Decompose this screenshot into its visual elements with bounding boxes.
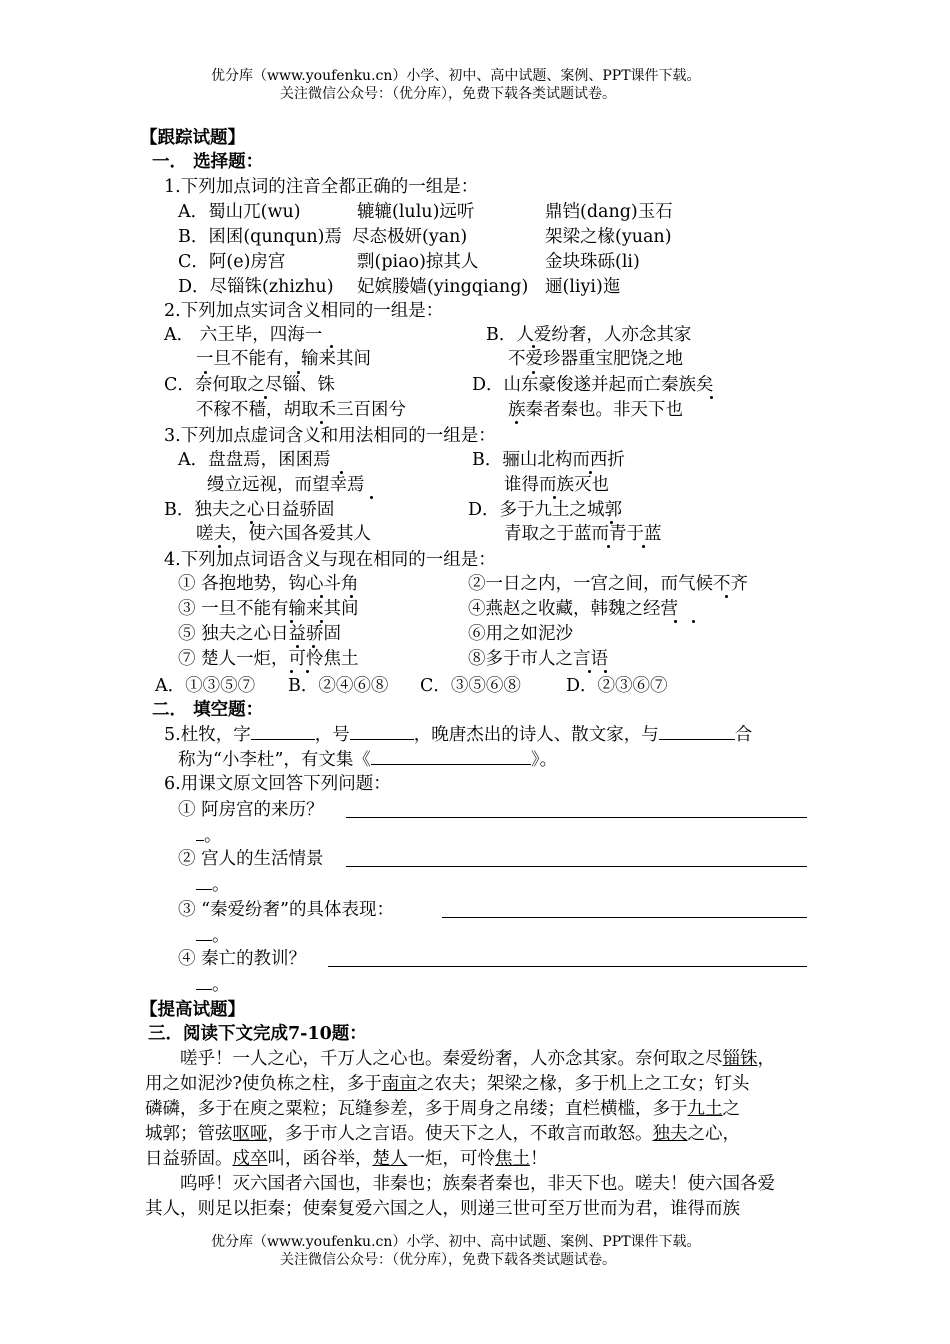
q6-end-4: 。 xyxy=(212,975,230,995)
passage-text: 用之如泥沙?使负栋之柱，多于 xyxy=(145,1074,382,1094)
q6-end-1: 。 xyxy=(204,826,222,846)
emphasis-dot xyxy=(370,496,373,499)
q1-c-2: 剽(piao)掠其人 xyxy=(357,252,479,272)
q6-answer-line-3[interactable] xyxy=(442,917,807,918)
emphasis-dot xyxy=(642,545,645,548)
passage-term-churen: 楚人 xyxy=(372,1149,408,1169)
q2-b-1: B．人爱纷奢，人亦念其家 xyxy=(486,325,692,345)
footer-line-2: 关注微信公众号：（优分库），免费下载各类试题试卷。 xyxy=(280,1252,616,1268)
q6-item-3-end xyxy=(196,923,230,948)
q6-answer-tail-3[interactable] xyxy=(196,923,212,941)
q4-item-4: ④燕赵之收藏，韩魏之经营 xyxy=(468,599,678,619)
q3-c-2: 嗟夫，使六国各爱其人 xyxy=(196,524,371,544)
emphasis-dot xyxy=(218,545,221,548)
q6-stem: 6.用课文原文回答下列问题： xyxy=(164,774,391,794)
q4-option-d: D．②③⑥⑦ xyxy=(566,676,668,696)
emphasis-dot xyxy=(553,496,556,499)
passage-line-6: 呜呼！灭六国者六国也，非秦也；族秦者秦也，非天下也。嗟夫！使六国各爱 xyxy=(180,1174,775,1194)
passage-term-shuzu: 戍卒 xyxy=(232,1149,268,1169)
passage-line-1 xyxy=(180,1047,775,1071)
passage-term-jiaotu: 焦土 xyxy=(495,1149,530,1169)
q5-blank-peer[interactable] xyxy=(659,722,735,740)
q3-a-2: 缦立远视，而望幸焉 xyxy=(207,475,365,495)
emphasis-dot xyxy=(607,545,610,548)
q2-d-1: D．山东豪俊遂并起而亡秦族矣 xyxy=(472,375,714,395)
q5-line-2 xyxy=(178,747,557,772)
passage-text: 叫，函谷举， xyxy=(267,1149,373,1169)
q5-blank-anthology[interactable] xyxy=(371,747,531,765)
header-line-2: 关注微信公众号：（优分库），免费下载各类试题试卷。 xyxy=(280,86,616,102)
q5-line-1 xyxy=(164,722,752,747)
emphasis-dot xyxy=(692,620,695,623)
q4-item-7: ⑦ 楚人一炬，可怜焦土 xyxy=(178,649,359,669)
q3-a-1: A．盘盘焉，囷囷焉 xyxy=(178,450,331,470)
q6-item-1: ① 阿房宫的来历？ xyxy=(178,800,324,820)
q1-b-2: 尽态极妍(yan) xyxy=(352,227,468,247)
emphasis-dot xyxy=(306,670,309,673)
q6-item-2: ② 宫人的生活情景 xyxy=(178,849,324,869)
q6-item-4-end xyxy=(196,972,230,997)
emphasis-dot xyxy=(320,620,323,623)
emphasis-dot xyxy=(320,421,323,424)
q6-answer-tail-2[interactable] xyxy=(196,872,212,890)
footer-line-1: 优分库（www.youfenku.cn）小学、初中、高中试题、案例、PPT课件下载。 xyxy=(211,1234,701,1250)
emphasis-dot xyxy=(290,620,293,623)
q5-blank-zi[interactable] xyxy=(251,722,315,740)
emphasis-dot xyxy=(290,670,293,673)
q2-d-2: 族秦者秦也。非天下也 xyxy=(508,400,683,420)
emphasis-dot xyxy=(710,396,713,399)
q3-stem: 3.下列加点虚词含义和用法相同的一组是： xyxy=(164,426,496,446)
passage-term-nanmu: 南亩 xyxy=(381,1074,417,1094)
q1-d-3: 逦(liyi)迤 xyxy=(545,277,621,297)
passage-line-4 xyxy=(145,1122,740,1146)
emphasis-dot xyxy=(515,421,518,424)
passage-text: ，多于市人之言语。使天下之人，不敢言而敢怒。 xyxy=(267,1124,653,1144)
emphasis-dot xyxy=(532,345,535,348)
emphasis-dot xyxy=(312,645,315,648)
emphasis-dot xyxy=(725,595,728,598)
q1-stem: 1.下列加点词的注音全都正确的一组是： xyxy=(164,177,479,197)
passage-line-2 xyxy=(145,1072,749,1096)
passage-text: 之心， xyxy=(687,1124,740,1144)
q4-option-c: C．③⑤⑥⑧ xyxy=(420,676,521,696)
q2-c-1: C．奈何取之尽锱、铢 xyxy=(164,375,335,395)
emphasis-dot xyxy=(588,670,591,673)
passage-text: 磷磷，多于在庾之粟粒；瓦缝参差，多于周身之帛缕；直栏横槛，多于 xyxy=(145,1099,688,1119)
passage-text: 之 xyxy=(722,1099,740,1119)
tracking-title: 【跟踪试题】 xyxy=(140,128,245,148)
q6-answer-tail-1[interactable] xyxy=(196,823,204,841)
q1-b-3: 架梁之椽(yuan) xyxy=(545,227,672,247)
q6-answer-line-1[interactable] xyxy=(346,817,807,818)
q6-item-3: ③ “秦爱纷奢”的具体表现： xyxy=(178,900,394,920)
q6-item-4: ④ 秦亡的教训？ xyxy=(178,949,307,969)
passage-term-jiutu: 九土 xyxy=(687,1099,723,1119)
emphasis-dot xyxy=(532,371,535,374)
q4-option-a: A．①③⑤⑦ xyxy=(155,676,256,696)
q4-item-5: ⑤ 独夫之心日益骄固 xyxy=(178,624,342,644)
section-2-heading: 二． 填空题： xyxy=(152,700,264,720)
passage-line-3 xyxy=(145,1097,740,1121)
q3-b-2: 谁得而族灭也 xyxy=(504,475,609,495)
q1-a-2: 辘辘(lulu)远听 xyxy=(357,202,475,222)
passage-text: 日益骄固。 xyxy=(145,1149,233,1169)
q4-item-2: ②一日之内，一宫之间，而气候不齐 xyxy=(468,574,748,594)
emphasis-dot xyxy=(350,595,353,598)
q1-b-1: B．囷囷(qunqun)焉 xyxy=(178,227,343,247)
passage-text: ！ xyxy=(530,1149,548,1169)
q3-b-1: B．骊山北构而西折 xyxy=(472,450,625,470)
section-3-heading: 三．阅读下文完成7-10题： xyxy=(148,1024,367,1044)
advanced-title: 【提高试题】 xyxy=(140,1000,245,1020)
passage-line-7: 其人，则足以拒秦；使秦复爱六国之人，则递三世可至万世而为君，谁得而族 xyxy=(145,1199,740,1219)
q3-d-1: D．多于九土之城郭 xyxy=(468,500,623,520)
q5-blank-hao[interactable] xyxy=(350,722,414,740)
passage-text: 城郭；管弦 xyxy=(145,1124,233,1144)
q2-c-2: 不稼不穑，胡取禾三百囷兮 xyxy=(196,400,406,420)
q3-d-2: 青取之于蓝而青于蓝 xyxy=(504,524,662,544)
passage-term-ouya: 呕哑 xyxy=(232,1124,268,1144)
passage-text: 之农夫；架梁之椽，多于机上之工女；钉头 xyxy=(416,1074,750,1094)
section-1-heading: 一． 选择题： xyxy=(152,152,264,172)
q4-item-1: ① 各抱地势，钩心斗角 xyxy=(178,574,359,594)
q5-text-5: 称为“小李杜”，有文集《 xyxy=(178,750,371,770)
q5-text-2: ，号 xyxy=(314,725,350,745)
q4-item-8: ⑧多于市人之言语 xyxy=(468,649,608,669)
passage-term-dufu: 独夫 xyxy=(652,1124,688,1144)
emphasis-dot xyxy=(296,645,299,648)
emphasis-dot xyxy=(340,471,343,474)
emphasis-dot xyxy=(250,521,253,524)
q6-end-2: 。 xyxy=(212,875,230,895)
q2-stem: 2.下列加点实词含义相同的一组是： xyxy=(164,301,444,321)
q6-answer-line-4[interactable] xyxy=(328,966,807,967)
q4-item-6: ⑥用之如泥沙 xyxy=(468,624,573,644)
emphasis-dot xyxy=(330,345,333,348)
q1-a-3: 鼎铛(dang)玉石 xyxy=(545,202,673,222)
q5-text-4: 合 xyxy=(734,725,753,745)
q2-b-2: 不爱珍器重宝肥饶之地 xyxy=(508,349,683,369)
q1-d-2: 妃嫔媵嫱(yingqiang) xyxy=(357,277,529,297)
emphasis-dot xyxy=(264,396,267,399)
q4-item-3: ③ 一旦不能有输来其间 xyxy=(178,599,359,619)
passage-text: 嗟乎！一人之心，千万人之心也。秦爱纷奢，人亦念其家。奈何取之尽 xyxy=(180,1049,723,1069)
q4-option-b: B．②④⑥⑧ xyxy=(288,676,389,696)
q5-text-3: ，晚唐杰出的诗人、散文家，与 xyxy=(413,725,659,745)
emphasis-dot xyxy=(589,471,592,474)
q6-item-2-end xyxy=(196,872,230,897)
passage-line-5 xyxy=(145,1147,548,1171)
emphasis-dot xyxy=(674,620,677,623)
q1-c-3: 金块珠砾(li) xyxy=(545,252,640,272)
q6-item-1-end xyxy=(196,823,222,848)
q5-text-6: 》。 xyxy=(530,750,558,770)
emphasis-dot xyxy=(320,595,323,598)
q1-c-1: C．阿(e)房宫 xyxy=(178,252,286,272)
q4-stem: 4.下列加点词语含义与现在相同的一组是： xyxy=(164,550,496,570)
q2-a-2: 一旦不能有，输来其间 xyxy=(196,349,371,369)
header-line-1: 优分库（www.youfenku.cn）小学、初中、高中试题、案例、PPT课件下载。 xyxy=(211,68,701,84)
q6-answer-tail-4[interactable] xyxy=(196,972,212,990)
emphasis-dot xyxy=(610,521,613,524)
emphasis-dot xyxy=(297,371,300,374)
emphasis-dot xyxy=(204,371,207,374)
emphasis-dot xyxy=(604,670,607,673)
q6-answer-line-2[interactable] xyxy=(346,866,807,867)
passage-text: 一炬，可怜 xyxy=(407,1149,495,1169)
q2-a-1: A． 六王毕，四海一 xyxy=(164,325,323,345)
q1-a-1: A．蜀山兀(wu) xyxy=(178,202,301,222)
q5-text-1: 5.杜牧，字 xyxy=(164,725,251,745)
q6-end-3: 。 xyxy=(212,926,230,946)
passage-text: ， xyxy=(757,1049,775,1069)
passage-term-zizhu: 锱铢 xyxy=(722,1049,758,1069)
q3-c-1: B．独夫之心日益骄固 xyxy=(164,500,335,520)
q1-d-1: D．尽锱铢(zhizhu) xyxy=(178,277,334,297)
